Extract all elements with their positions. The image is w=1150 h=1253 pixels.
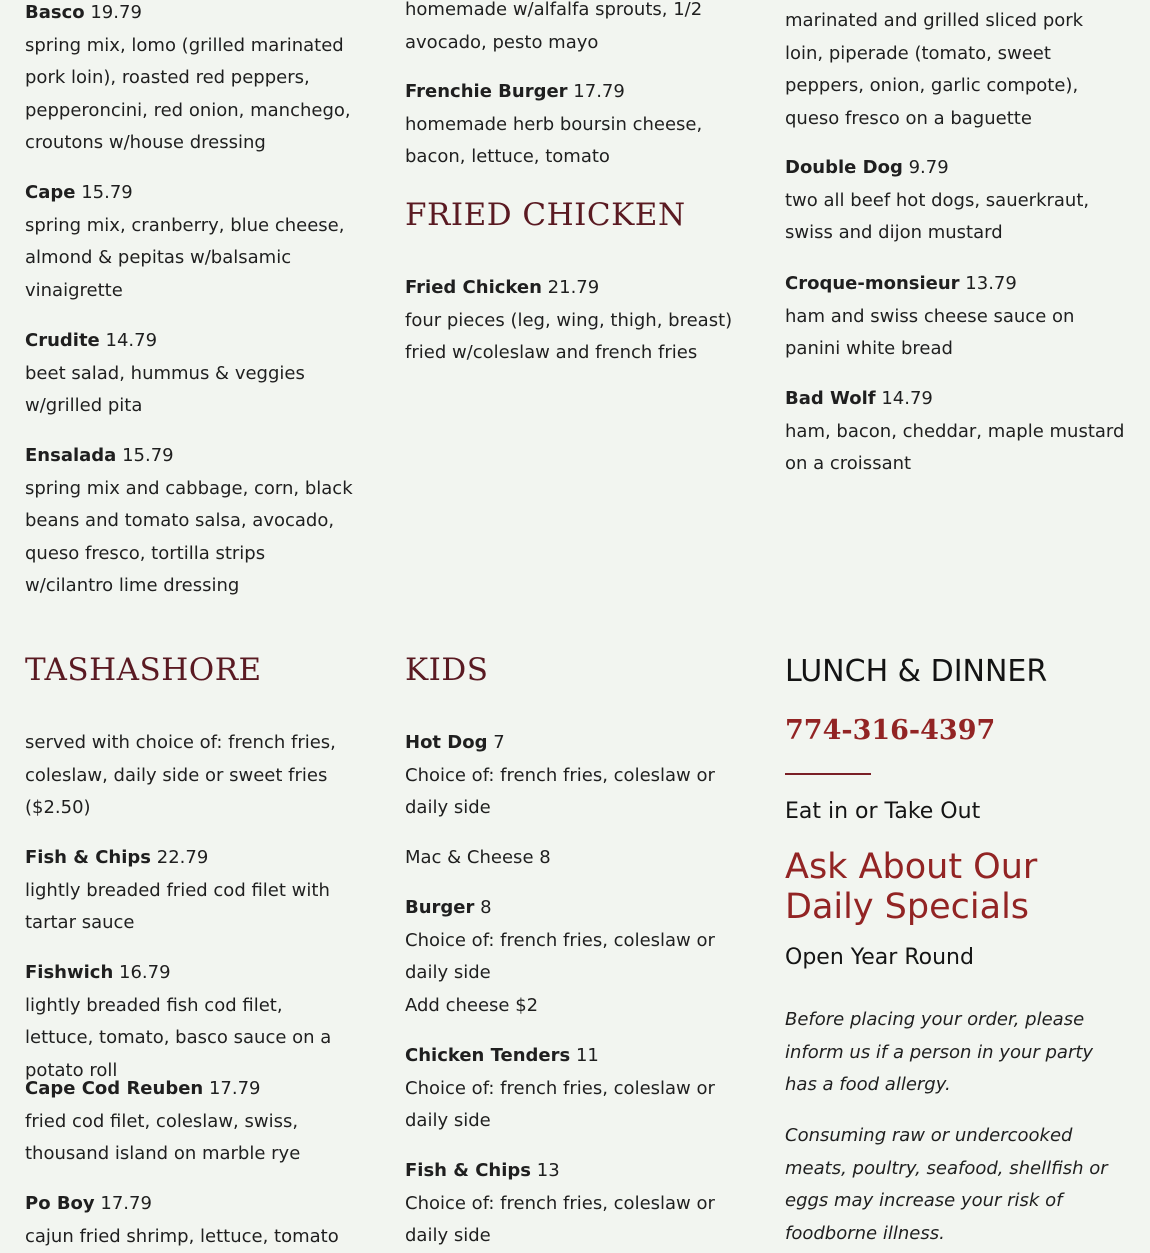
section-heading-tashashore: TASHASHORE	[25, 652, 262, 688]
item-name: Fishwich	[25, 962, 113, 983]
item-description: spring mix, cranberry, blue cheese, almond & pepitas w/balsamic vinaigrette	[25, 210, 355, 308]
item-description: two all beef hot dogs, sauerkraut, swiss and dijon mustard	[785, 185, 1125, 250]
menu-item-ensalada	[25, 440, 355, 603]
menu-item-po-boy	[25, 1188, 355, 1253]
menu-item-croque-monsieur	[785, 268, 1125, 366]
item-name: Crudite	[25, 330, 100, 351]
daily-specials: Ask About Our Daily Specials	[785, 847, 1125, 927]
item-price: 14.79	[106, 330, 158, 351]
item-price: 13.79	[965, 273, 1017, 294]
item-description: Choice of: french fries, coleslaw or daily side	[405, 760, 735, 825]
consumption-warning: Consuming raw or undercooked meats, poultry, seafood, shellfish or eggs may increase your risk of foodborne illness.	[785, 1120, 1115, 1250]
item-description: lightly breaded fried cod filet with tartar sauce	[25, 875, 355, 940]
item-price: 11	[576, 1045, 599, 1066]
item-extra: Add cheese $2	[405, 990, 735, 1023]
menu-item-mac-and-cheese: Mac & Cheese 8	[405, 842, 551, 875]
item-price: 14.79	[881, 388, 933, 409]
item-description: fried cod filet, coleslaw, swiss, thousand island on marble rye	[25, 1106, 355, 1171]
item-name: Frenchie Burger	[405, 81, 568, 102]
item-description: homemade herb boursin cheese, bacon, lettuce, tomato	[405, 109, 735, 174]
lunch-dinner-title: LUNCH & DINNER	[785, 654, 1047, 689]
item-name: Hot Dog	[405, 732, 488, 753]
menu-item-cape-cod-reuben	[25, 1073, 355, 1171]
menu-item-frenchie-burger	[405, 76, 735, 174]
item-price: 17.79	[573, 81, 625, 102]
menu-item-fried-chicken	[405, 272, 735, 370]
item-name: Burger	[405, 897, 474, 918]
section-intro: served with choice of: french fries, coleslaw, daily side or sweet fries ($2.50)	[25, 727, 355, 825]
menu-item-kids-burger	[405, 892, 735, 1022]
menu-item-fishwich	[25, 957, 355, 1087]
item-name: Croque-monsieur	[785, 273, 960, 294]
phone-link[interactable]: 774-316-4397	[785, 715, 995, 746]
item-description: lightly breaded fish cod filet, lettuce, tomato, basco sauce on a potato roll	[25, 990, 355, 1088]
open-year-round: Open Year Round	[785, 945, 974, 970]
item-description: spring mix, lomo (grilled marinated pork loin), roasted red peppers, pepperoncini, red onion, manchego, croutons w/house dressing	[25, 30, 355, 160]
item-name: Ensalada	[25, 445, 116, 466]
item-price: 15.79	[81, 182, 133, 203]
menu-item-cape	[25, 177, 355, 307]
item-name: Chicken Tenders	[405, 1045, 570, 1066]
item-name: Fish & Chips	[25, 847, 151, 868]
item-price: 15.79	[122, 445, 174, 466]
item-price: 13	[537, 1160, 560, 1181]
item-description: four pieces (leg, wing, thigh, breast) fried w/coleslaw and french fries	[405, 305, 735, 370]
item-description: beet salad, hummus & veggies w/grilled pita	[25, 358, 355, 423]
menu-item-crudite	[25, 325, 355, 423]
menu-item-chicken-tenders	[405, 1040, 735, 1138]
item-description: Choice of: french fries, coleslaw or daily side	[405, 1073, 735, 1138]
item-price: 8	[480, 897, 491, 918]
menu-item-fish-and-chips	[25, 842, 355, 940]
item-name: Po Boy	[25, 1193, 95, 1214]
item-description-partial: homemade w/alfalfa sprouts, 1/2 avocado, pesto mayo	[405, 0, 735, 59]
item-name: Fried Chicken	[405, 277, 542, 298]
item-description: Choice of: french fries, coleslaw or daily side	[405, 1188, 735, 1253]
item-price: 16.79	[119, 962, 171, 983]
divider	[785, 773, 871, 775]
item-price: 21.79	[548, 277, 600, 298]
menu-item-bad-wolf	[785, 383, 1125, 481]
menu-item-double-dog	[785, 152, 1125, 250]
menu-item-kids-fish-and-chips	[405, 1155, 735, 1253]
menu-item-hot-dog	[405, 727, 735, 825]
menu-item-basco	[25, 0, 355, 160]
section-heading-fried-chicken: FRIED CHICKEN	[405, 197, 686, 233]
item-price: 19.79	[90, 2, 142, 23]
item-name: Cape	[25, 182, 75, 203]
item-name: Fish & Chips	[405, 1160, 531, 1181]
item-description-partial: marinated and grilled sliced pork loin, piperade (tomato, sweet peppers, onion, garlic compote), queso fresco on a baguette	[785, 5, 1125, 135]
item-price: 22.79	[157, 847, 209, 868]
item-description: cajun fried shrimp, lettuce, tomato	[25, 1221, 355, 1253]
item-name: Cape Cod Reuben	[25, 1078, 203, 1099]
item-price: 9.79	[909, 157, 949, 178]
eat-in-take-out: Eat in or Take Out	[785, 799, 980, 824]
item-description: ham and swiss cheese sauce on panini white bread	[785, 301, 1125, 366]
item-price: 17.79	[100, 1193, 152, 1214]
item-name: Basco	[25, 2, 85, 23]
section-heading-kids: KIDS	[405, 652, 489, 688]
item-price: 7	[493, 732, 504, 753]
item-description: spring mix and cabbage, corn, black beans and tomato salsa, avocado, queso fresco, tortilla strips w/cilantro lime dressing	[25, 473, 355, 603]
item-name: Bad Wolf	[785, 388, 876, 409]
item-description: Choice of: french fries, coleslaw or daily side	[405, 925, 735, 990]
item-description: ham, bacon, cheddar, maple mustard on a croissant	[785, 416, 1125, 481]
allergy-notice: Before placing your order, please inform us if a person in your party has a food allergy.	[785, 1004, 1115, 1102]
item-name: Double Dog	[785, 157, 903, 178]
item-price: 17.79	[209, 1078, 261, 1099]
